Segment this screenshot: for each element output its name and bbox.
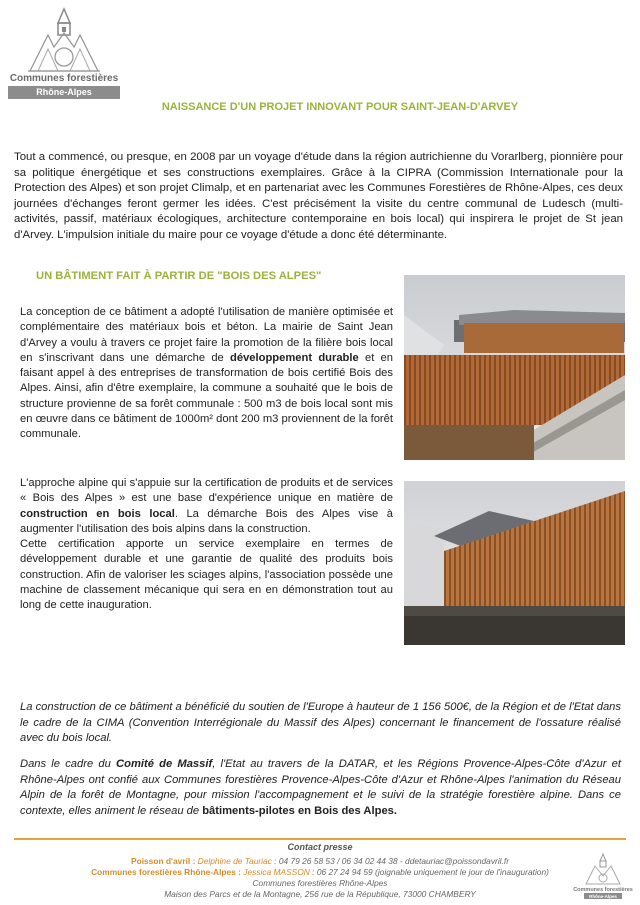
contact-line-1 (0, 856, 640, 867)
building-photo-1 (404, 275, 625, 460)
logo-name: Communes forestières (9, 73, 119, 84)
massif-text-a: Dans le cadre du (20, 758, 117, 770)
contact-line-4: Maison des Parcs et de la Montagne, 256 rue de la République, 73000 CHAMBERY (164, 889, 476, 899)
p2-text-d: Cette certification apporte un service exemplaire en termes de développement durable et une garantie de qualité des produits bois construction. Afin de valoriser les sciages alpins, l'association possède une machine de classement mécanique qui sera en en démonstration tout au long de cette inauguration. (20, 538, 393, 612)
contact-details-1[interactable]: : 04 79 26 58 53 / 06 34 02 44 38 - ddetauriac@poissondavril.fr (271, 856, 509, 866)
p2-text-c: . La démarche Bois des Alpes vise à augmenter l'utilisation des bois alpins dans la construction. (20, 507, 394, 535)
contact-title: Contact presse (287, 842, 353, 852)
p2-text-a: L'approche alpine qui s'appuie sur la certification de produits et de services « Bois des Alpes » est une base d'expérience unique en matière de (20, 477, 393, 505)
massif-paragraph (20, 757, 621, 819)
p1-text-c: et en faisant appel à des entreprises de transformation de bois certifié Bois des Alpes. Ainsi, afin d'être exemplaire, la commune a souhaité que le bois de structure provienne de sa forêt communale : 500 m3 de bois local sont mis en œuvre dans ce bâtiment de 1000m² dont 200 m3 proviennent de la forêt communale. (20, 351, 393, 441)
contact-person-1: Delphine de Tauriac (195, 856, 272, 866)
svg-text:Rhône-Alpes: Rhône-Alpes (589, 894, 617, 899)
massif-bold-comite: Comité de Massif (116, 758, 213, 770)
contact-org-1: Poisson d'avril : (131, 856, 196, 866)
contact-org-2: Communes forestières Rhône-Alpes : (91, 867, 241, 877)
paragraph-conception (20, 305, 393, 443)
footer-divider (14, 838, 626, 840)
contact-person-2: Jessica MASSON (240, 867, 310, 877)
communes-forestieres-small-logo (573, 852, 633, 900)
logo-region: Rhône-Alpes (8, 86, 120, 99)
contact-line-2 (0, 867, 640, 878)
contact-line-3: Communes forestières Rhône-Alpes (252, 878, 388, 888)
massif-text-c: , l'Etat au travers de la DATAR, et les Régions Provence-Alpes-Côte d'Azur et Rhône-Alpes ont confié aux Communes forestières Provence-Alpes-Côte d'Azur et Rhône-Alpes l'animation du Réseau Alpin de la forêt de Montagne, pour mission l'accompagnement et le suivi de la stratégie forestière alpine. Dans ce contexte, elles animent le réseau de (20, 758, 622, 817)
intro-paragraph: Tout a commencé, ou presque, en 2008 par un voyage d'étude dans la région autrichienne du Vorarlberg, pionnière pour sa politique énergétique et ses constructions exemplaires. Grâce à la CIPRA (Commission Internationale pour la Protection des Alpes) et son projet Climalp, et en partenariat avec les Communes Forestières de Rhône-Alpes, ces deux journées d'échanges feront germer les idées. C'est précisément la visite du centre communal de Ludesch (multi-activités, passif, matériaux écologiques, architecture contemporaine en bois local) qui inspirera le projet de St jean d'Arvey. L'impulsion initiale du maire pour ce voyage d'étude a donc été déterminante. (14, 151, 623, 241)
massif-bold-batiments: bâtiments-pilotes en Bois des Alpes. (202, 804, 398, 817)
paragraph-approche-alpine (20, 476, 393, 614)
section-title: UN BÂTIMENT FAIT À PARTIR DE "BOIS DES ALPES" (36, 270, 322, 282)
p1-bold: développement durable (230, 351, 359, 364)
page-title: NAISSANCE D'UN PROJET INNOVANT POUR SAINT-JEAN-D'ARVEY (161, 101, 519, 113)
funding-paragraph: La construction de ce bâtiment a bénéficié du soutien de l'Europe à hauteur de 1 156 500€, de la Région et de l'Etat dans le cadre de la CIMA (Convention Interrégionale du Massif des Alpes) concernant le financement de l'ossature réalisé avec du bois local. (20, 701, 621, 745)
building-photo-2 (404, 481, 625, 645)
svg-text:Communes forestières: Communes forestières (573, 887, 633, 893)
p1-text-a: La conception de ce bâtiment a adopté l'utilisation de manière optimisée et complémentaire des matériaux bois et béton. La mairie de Saint Jean d'Arvey a voulu à travers ce projet faire la promotion de la filière bois local en s'inscrivant dans une démarche de (20, 306, 393, 364)
p2-bold: construction en bois local (20, 507, 175, 520)
contact-details-2: : 06 27 24 94 59 (joignable uniquement le jour de l'inauguration) (309, 867, 549, 877)
